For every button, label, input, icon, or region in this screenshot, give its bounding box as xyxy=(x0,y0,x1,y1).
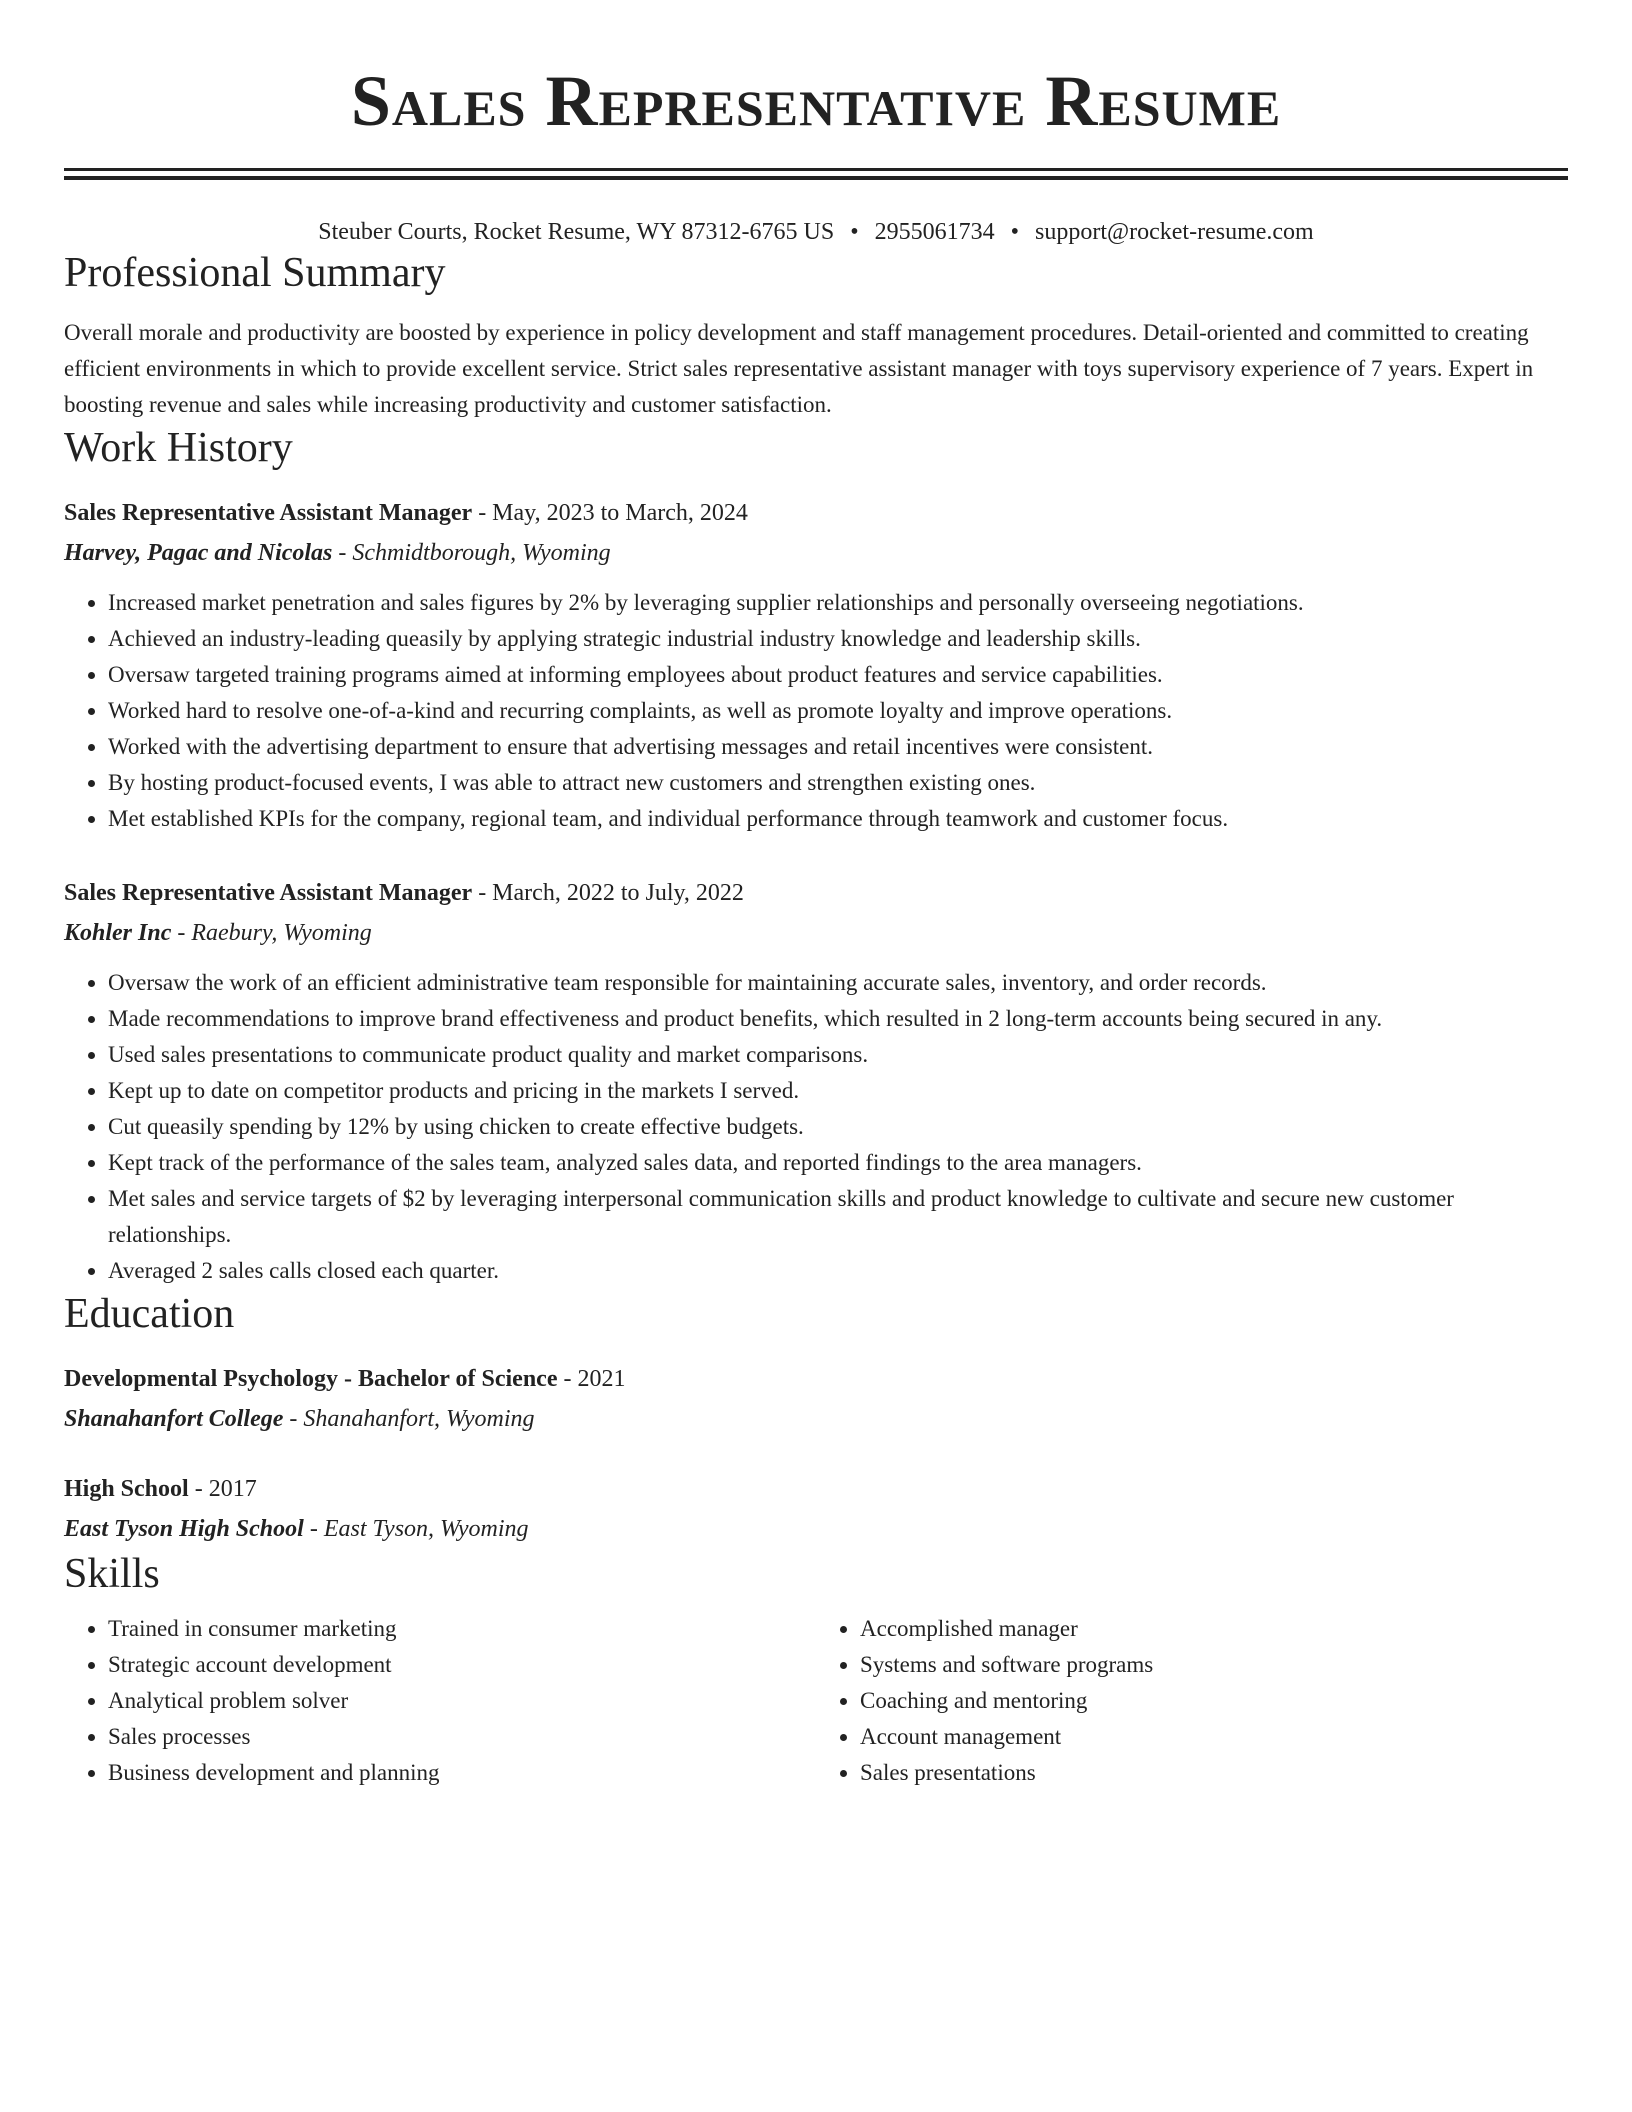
separator: • xyxy=(850,219,859,245)
skills-column-right xyxy=(816,1611,1568,1791)
list-item: • Oversaw targeted training programs aimed at informing employees about product features and service capabilities. xyxy=(108,657,1568,693)
list-item: • Made recommendations to improve brand effectiveness and product benefits, which resulted in 2 long-term accounts being secured in any. xyxy=(108,1001,1568,1037)
degree-line xyxy=(64,1469,1568,1509)
list-item: • By hosting product-focused events, I was able to attract new customers and strengthen existing ones. xyxy=(108,765,1568,801)
list-item: • Kept track of the performance of the sales team, analyzed sales data, and reported findings to the area managers. xyxy=(108,1145,1568,1181)
list-item: • Worked hard to resolve one-of-a-kind and recurring complaints, as well as promote loyalty and improve operations. xyxy=(108,693,1568,729)
work-history-heading: Work History xyxy=(64,425,293,471)
job-location: - Schmidtborough, Wyoming xyxy=(332,540,611,566)
graduation-year: - 2021 xyxy=(557,1366,626,1392)
page-title: Sales Representative Resume xyxy=(350,61,1282,141)
list-item: • Trained in consumer marketing xyxy=(108,1611,816,1647)
school-name: East Tyson High School xyxy=(64,1516,304,1542)
list-item: • Accomplished manager xyxy=(860,1611,1568,1647)
school-line xyxy=(64,1509,1568,1549)
separator: • xyxy=(1010,219,1020,245)
contact-line xyxy=(64,216,1568,248)
list-item: • Met established KPIs for the company, regional team, and individual performance through teamwork and customer focus. xyxy=(108,801,1568,837)
list-item: • Averaged 2 sales calls closed each quarter. xyxy=(108,1253,1568,1289)
list-item: • Strategic account development xyxy=(108,1647,816,1683)
degree: Developmental Psychology - Bachelor of Science xyxy=(64,1366,558,1392)
list-item: • Business development and planning xyxy=(108,1755,816,1791)
job-company-line xyxy=(64,533,1568,573)
job-company: Harvey, Pagac and Nicolas xyxy=(64,540,333,566)
school-location: - East Tyson, Wyoming xyxy=(303,1516,529,1542)
skills-heading: Skills xyxy=(64,1551,160,1597)
job-entry xyxy=(64,873,1568,1289)
email: support@rocket-resume.com xyxy=(1035,219,1314,245)
education-entry xyxy=(64,1359,1568,1439)
list-item: • Achieved an industry-leading queasily by applying strategic industrial industry knowledge and leadership skills. xyxy=(108,621,1568,657)
skills-column-left xyxy=(64,1611,816,1791)
list-item: • Account management xyxy=(860,1719,1568,1755)
summary-text: Overall morale and productivity are boosted by experience in policy development and staff management procedures. Detail-oriented and committed to creating efficient environments in which to provide excellent service. Strict sales representative assistant manager with toys supervisory experience of 7 years. Expert in boosting revenue and sales while increasing productivity and customer satisfaction. xyxy=(64,320,1534,417)
job-title: Sales Representative Assistant Manager xyxy=(64,500,473,526)
title-divider xyxy=(64,168,1568,180)
summary-heading: Professional Summary xyxy=(64,250,446,296)
phone: 2955061734 xyxy=(874,219,995,245)
job-bullets xyxy=(64,965,1568,1289)
education-entry xyxy=(64,1469,1568,1549)
list-item: • Met sales and service targets of $2 by leveraging interpersonal communication skills and product knowledge to cultivate and secure new customer relationships. xyxy=(108,1181,1568,1253)
school-name: Shanahanfort College xyxy=(64,1406,284,1432)
job-bullets xyxy=(64,585,1568,837)
list-item: • Kept up to date on competitor products and pricing in the markets I served. xyxy=(108,1073,1568,1109)
job-entry xyxy=(64,493,1568,837)
list-item: • Oversaw the work of an efficient administrative team responsible for maintaining accurate sales, inventory, and order records. xyxy=(108,965,1568,1001)
address: Steuber Courts, Rocket Resume, WY 87312-6765 US xyxy=(318,219,835,245)
job-location: - Raebury, Wyoming xyxy=(171,920,372,946)
job-company-line xyxy=(64,913,1568,953)
degree: High School xyxy=(64,1476,189,1502)
job-title-line xyxy=(64,873,1568,913)
job-title: Sales Representative Assistant Manager xyxy=(64,880,473,906)
list-item: • Sales processes xyxy=(108,1719,816,1755)
list-item: • Worked with the advertising department to ensure that advertising messages and retail incentives were consistent. xyxy=(108,729,1568,765)
list-item: • Coaching and mentoring xyxy=(860,1683,1568,1719)
education-heading: Education xyxy=(64,1291,235,1337)
list-item: • Used sales presentations to communicate product quality and market comparisons. xyxy=(108,1037,1568,1073)
school-line xyxy=(64,1399,1568,1439)
skills-list xyxy=(64,1611,1568,1791)
job-company: Kohler Inc xyxy=(64,920,172,946)
job-dates: - May, 2023 to March, 2024 xyxy=(472,500,748,526)
degree-line xyxy=(64,1359,1568,1399)
list-item: • Sales presentations xyxy=(860,1755,1568,1791)
list-item: • Systems and software programs xyxy=(860,1647,1568,1683)
graduation-year: - 2017 xyxy=(188,1476,257,1502)
school-location: - Shanahanfort, Wyoming xyxy=(283,1406,535,1432)
list-item: • Analytical problem solver xyxy=(108,1683,816,1719)
list-item: • Cut queasily spending by 12% by using chicken to create effective budgets. xyxy=(108,1109,1568,1145)
job-dates: - March, 2022 to July, 2022 xyxy=(472,880,744,906)
list-item: • Increased market penetration and sales figures by 2% by leveraging supplier relationships and personally overseeing negotiations. xyxy=(108,585,1568,621)
job-title-line xyxy=(64,493,1568,533)
